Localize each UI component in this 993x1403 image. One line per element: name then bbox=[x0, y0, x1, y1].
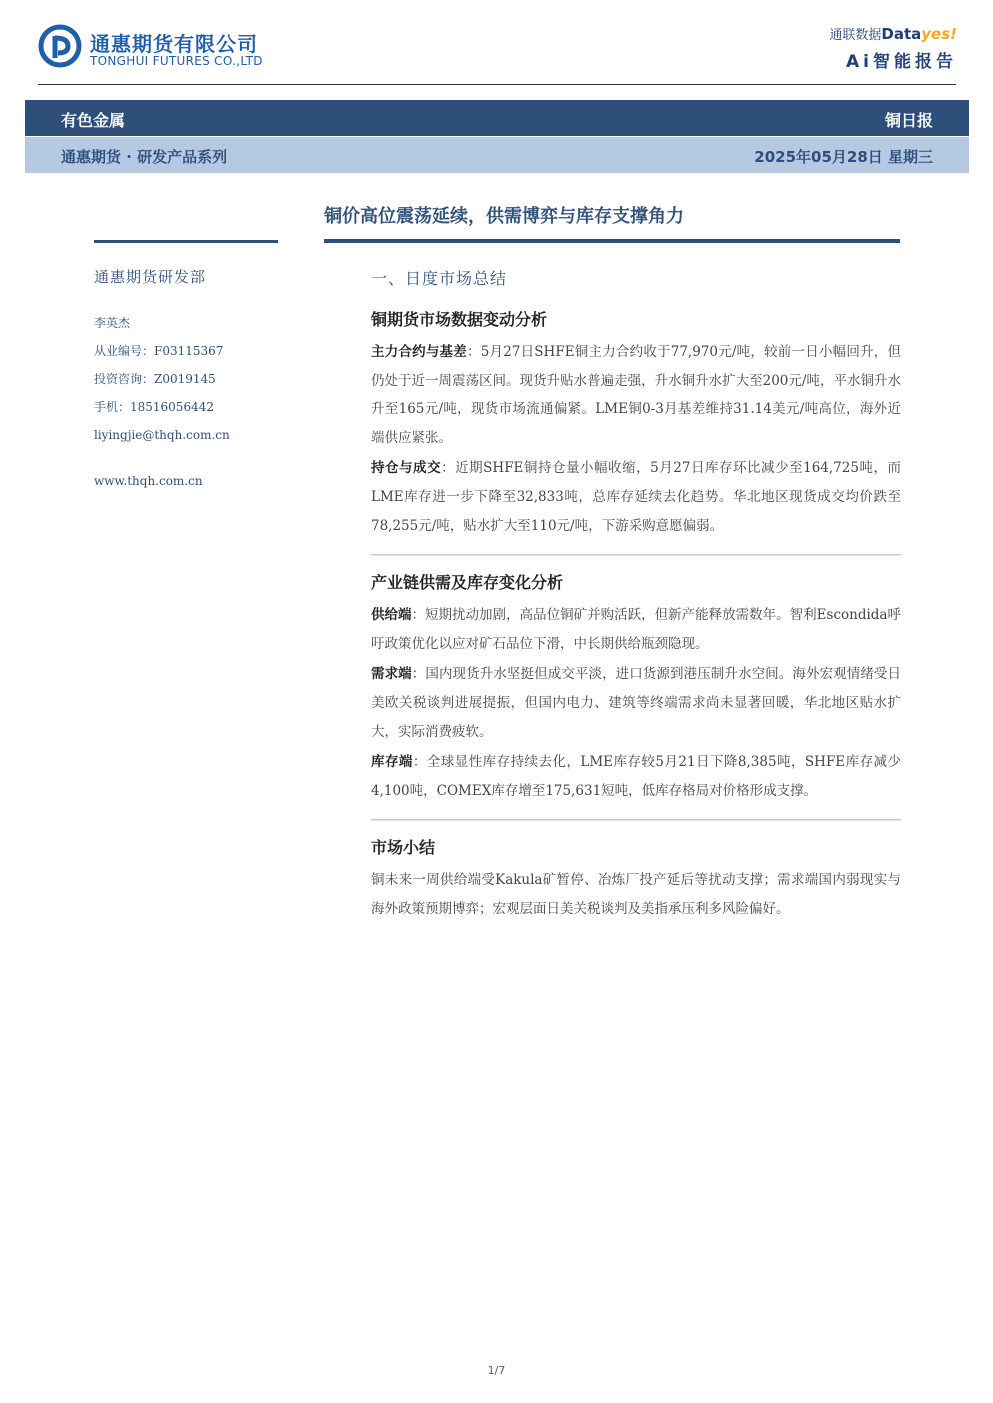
block2-paragraph3 bbox=[371, 748, 901, 805]
company-name-cn: 通惠期货有限公司 bbox=[90, 32, 258, 56]
series-band bbox=[25, 137, 969, 173]
analyst-name: 李英杰 bbox=[94, 316, 131, 330]
header-divider bbox=[38, 84, 956, 85]
partner-yes: yes! bbox=[921, 25, 957, 43]
block2-p2-text: ：国内现货升水坚挺但成交平淡，进口货源到港压制升水空间。海外宏观情绪受日美欧关税谈判进展提振，但国内电力、建筑等终端需求尚未显著回暖，华北地区贴水扩大，实际消费疲软。 bbox=[371, 666, 902, 740]
title-divider bbox=[324, 239, 900, 243]
partner-tagline: Ai智能报告 bbox=[846, 52, 957, 72]
company-name-en: TONGHUI FUTURES CO.,LTD bbox=[90, 54, 263, 68]
block1-p1-text: ：5月27日SHFE铜主力合约收于77,970元/吨，较前一日小幅回升，但仍处于近一周震荡区间。现货升贴水普遍走强，升水铜升水扩大至200元/吨，平水铜升水升至165元/吨，现货市场流通偏紧。LME铜0-3月基差维持31.14美元/吨高位，海外近端供应紧张。 bbox=[371, 344, 901, 446]
category-label: 有色金属 bbox=[61, 111, 126, 130]
block1-paragraph1 bbox=[371, 338, 901, 452]
block1-p2-label: 持仓与成交 bbox=[371, 460, 442, 477]
company-logo bbox=[38, 24, 278, 72]
section-divider bbox=[371, 819, 901, 821]
report-type-label: 铜日报 bbox=[884, 111, 933, 130]
block2-paragraph1 bbox=[371, 601, 901, 658]
partner-prefix: 通联数据 bbox=[829, 28, 882, 43]
section-divider bbox=[371, 554, 901, 556]
sidebar bbox=[94, 266, 294, 495]
block1-p2-text: ：近期SHFE铜持仓量小幅收缩，5月27日库存环比减少至164,725吨，而LME库存进一步下降至32,833吨，总库存延续去化趋势。华北地区现货成交均价跌至78,255元/吨，贴水扩大至110元/吨，下游采购意愿偏弱。 bbox=[371, 460, 901, 534]
section-title: 一、日度市场总结 bbox=[371, 269, 508, 288]
consult-number: 投资咨询：Z0019145 bbox=[94, 372, 216, 386]
series-label: 通惠期货 · 研发产品系列 bbox=[61, 148, 228, 166]
block2-heading: 产业链供需及库存变化分析 bbox=[371, 573, 564, 593]
block2-p2-label: 需求端 bbox=[371, 666, 412, 683]
block2-p1-text: ：短期扰动加剧，高品位铜矿并购活跃，但新产能释放需数年。智利Escondida呼吁政策优化以应对矿石品位下滑，中长期供给瓶颈隐现。 bbox=[371, 607, 901, 652]
sidebar-divider bbox=[94, 240, 278, 243]
block2-p3-label: 库存端 bbox=[371, 754, 413, 771]
main-content bbox=[371, 266, 901, 926]
phone-number: 手机：18516056442 bbox=[94, 400, 214, 414]
block3-paragraph1: 铜未来一周供给端受Kakula矿暂停、冶炼厂投产延后等扰动支撑；需求端国内弱现实与海外政策预期博弈；宏观层面日美关税谈判及美指承压利多风险偏好。 bbox=[371, 872, 901, 917]
company-logo-icon bbox=[38, 24, 82, 68]
partner-brand: Data bbox=[881, 25, 922, 43]
partner-brand-line bbox=[757, 24, 957, 43]
department-name: 通惠期货研发部 bbox=[94, 268, 207, 286]
block1-p1-label: 主力合约与基差 bbox=[371, 344, 467, 360]
block2-p3-text: ：全球显性库存持续去化，LME库存较5月21日下降8,385吨，SHFE库存减少4,100吨，COMEX库存增至175,631短吨，低库存格局对价格形成支撑。 bbox=[371, 754, 902, 799]
page-number: 1/7 bbox=[487, 1364, 506, 1377]
block2-p1-label: 供给端 bbox=[371, 607, 412, 624]
block1-heading: 铜期货市场数据变动分析 bbox=[371, 310, 548, 329]
block2-paragraph2 bbox=[371, 660, 901, 746]
report-date: 2025年05月28日 星期三 bbox=[754, 148, 933, 166]
block3-heading: 市场小结 bbox=[371, 838, 436, 858]
partner-logo bbox=[757, 24, 957, 72]
report-title: 铜价高位震荡延续，供需博弈与库存支撑角力 bbox=[324, 206, 684, 227]
website-link[interactable]: www.thqh.com.cn bbox=[94, 474, 203, 488]
license-number: 从业编号：F03115367 bbox=[94, 344, 224, 358]
email-link[interactable]: liyingjie@thqh.com.cn bbox=[94, 428, 230, 442]
category-band bbox=[25, 100, 969, 136]
block1-paragraph2 bbox=[371, 454, 901, 540]
